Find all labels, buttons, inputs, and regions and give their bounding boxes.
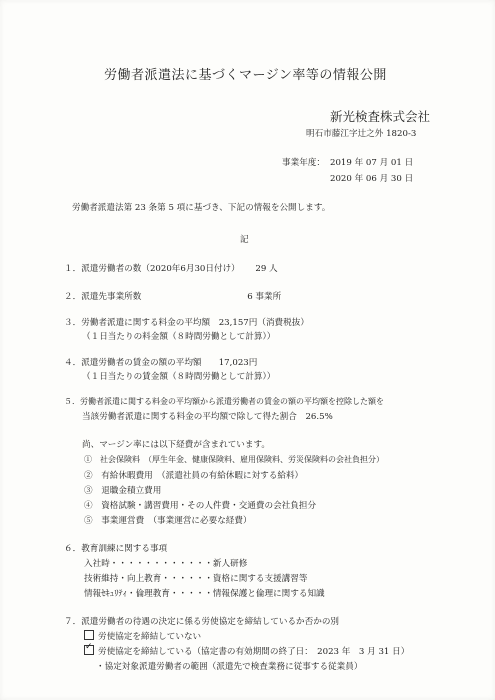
- margin-item: ⑤ 事業運営費 （事業運営に必要な経費）: [84, 516, 252, 526]
- item-5: ５．労働者派遣に関する料金の平均額から派遣労働者の賃金の額の平均額を控除した額を: [64, 397, 384, 406]
- item-5-ratio: 当該労働者派遣に関する料金の平均額で除して得た割合 26.5%: [82, 412, 333, 422]
- option-label: 労使協定を締結していない: [98, 632, 202, 642]
- item-2: ２．派遣先事業所数 6 事業所: [64, 292, 282, 302]
- margin-item: ① 社会保険料 （厚生年金、健康保険料、雇用保険料、労災保険料の会社負担分）: [84, 455, 384, 464]
- item-4-note: （１日当たりの賃金額（８時間労働として計算））: [82, 372, 276, 382]
- checkbox-checked: [84, 645, 94, 655]
- option-label: 労使協定を締結している（協定書の有効期間の終了日： 2023 年 3 月 31 日）: [98, 647, 410, 657]
- company-name: 新光検査株式会社: [330, 109, 431, 124]
- margin-item: ② 有給休暇費用 （派遣社員の有給休暇に対する給料）: [84, 471, 304, 481]
- company-address: 明石市藤江字辻之外 1820-3: [306, 129, 417, 139]
- intro-text: 労働者派遣法第 23 条第 5 項に基づき、下記の情報を公開します。: [72, 203, 331, 213]
- labor-agreement-heading: ７．派遣労働者の待遇の決定に係る労使協定を締結しているか否かの別: [64, 617, 340, 627]
- margin-item: ③ 退職金積立費用: [84, 486, 162, 496]
- fiscal-end: 2020 年 06 月 30 日: [330, 174, 414, 184]
- item-1: １．派遣労働者の数（2020年6月30日付け） 29 人: [64, 264, 278, 274]
- checkbox-empty: [84, 630, 94, 640]
- fiscal-label: 事業年度：: [282, 158, 325, 168]
- item-3-note: （１日当たりの料金額（８時間労働として計算））: [82, 332, 276, 342]
- item-4: ４．派遣労働者の賃金の額の平均額 17,023円: [64, 358, 258, 368]
- page-title: 労働者派遣法に基づくマージン率等の情報公開: [104, 68, 387, 83]
- education-item: 情報ｾｷｭﾘﾃｨ・倫理教育・・・・・情報保護と倫理に関する知識: [84, 589, 325, 599]
- ki-label: 記: [240, 235, 249, 245]
- labor-scope: ・協定対象派遣労働者の範囲（派遣先で検査業務に従事する従業員）: [96, 662, 363, 672]
- education-item: 技術維持・向上教育・・・・・・資格に関する支援講習等: [84, 574, 308, 584]
- fiscal-start: 2019 年 07 月 01 日: [330, 158, 414, 168]
- labor-option-not-concluded: [84, 630, 201, 642]
- margin-item: ④ 資格試験・講習費用・その人件費・交通費の会社負担分: [84, 501, 317, 511]
- labor-option-concluded: [84, 645, 409, 657]
- education-heading: ６．教育訓練に関する事項: [64, 544, 168, 554]
- education-item: 入社時・・・・・・・・・・・・新人研修: [84, 559, 248, 569]
- item-3: ３．労働者派遣に関する料金の平均額 23,157円（消費税抜）: [64, 318, 309, 328]
- margin-note: 尚、マージン率には以下経費が含まれています。: [82, 440, 270, 450]
